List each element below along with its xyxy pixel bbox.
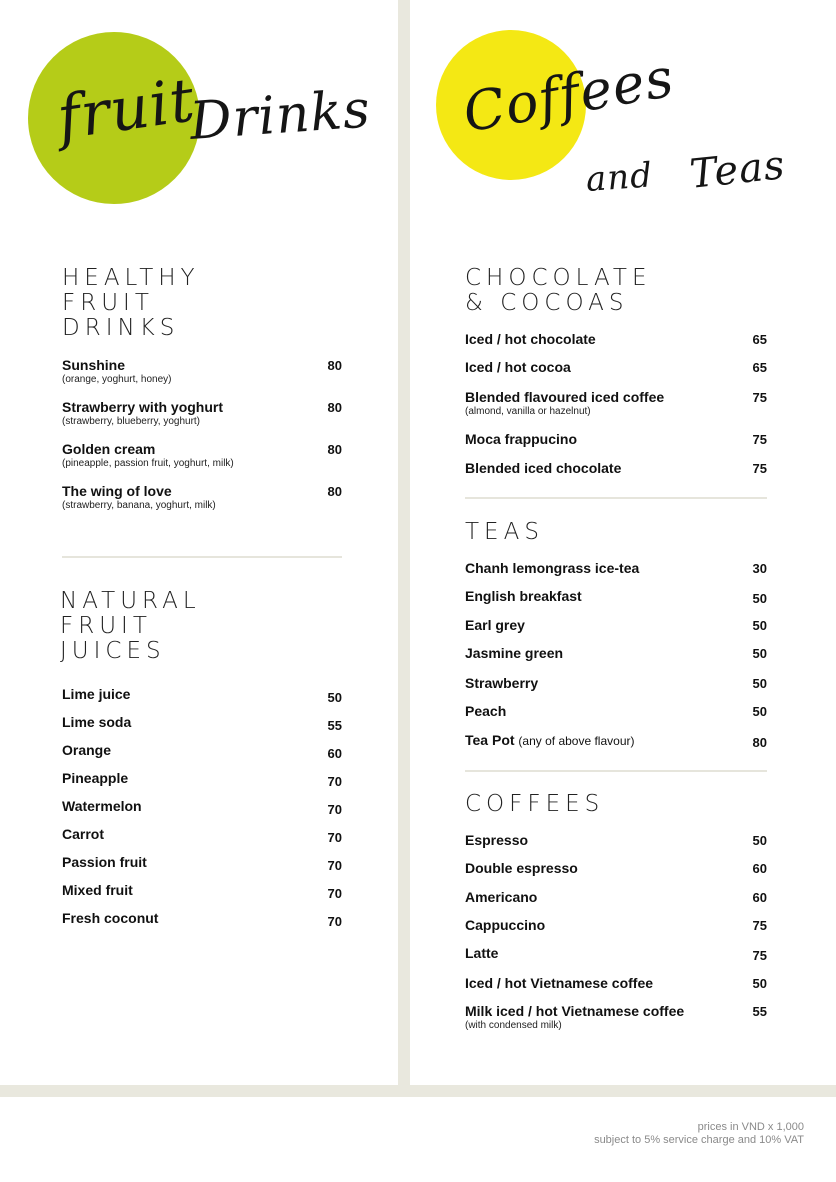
section-divider: [62, 556, 342, 558]
item-price: 80: [327, 400, 342, 415]
menu-item: [465, 389, 767, 418]
section-heading-teas: TEAS: [465, 519, 544, 545]
section-heading-coffees: COFFEES: [465, 791, 605, 817]
item-name: Pineapple: [62, 770, 129, 786]
menu-item: [465, 889, 767, 906]
menu-item: [465, 732, 767, 750]
section-heading-chocolate-cocoas: CHOCOLATE & COCOAS: [465, 265, 652, 316]
item-price: 65: [752, 360, 767, 375]
menu-item: [465, 1003, 767, 1032]
item-name: Cappuccino: [465, 917, 546, 933]
item-name: Jasmine green: [465, 645, 564, 661]
menu-item: [465, 588, 767, 605]
item-name: Earl grey: [465, 617, 525, 633]
item-price: 70: [327, 830, 342, 845]
menu-item: [465, 832, 767, 849]
menu-item: [465, 331, 767, 348]
item-name: Strawberry with yoghurt: [62, 399, 224, 415]
price-note: [594, 1121, 804, 1147]
item-price: 60: [327, 746, 342, 761]
item-price: 30: [752, 561, 767, 576]
item-price: 50: [752, 618, 767, 633]
item-name: Fresh coconut: [62, 910, 159, 926]
menu-item: [62, 798, 342, 815]
menu-item: [465, 645, 767, 662]
menu-item: [465, 917, 767, 934]
menu-item: [465, 945, 767, 962]
item-price: 50: [752, 833, 767, 848]
item-name: English breakfast: [465, 588, 582, 604]
menu-item: [62, 742, 342, 759]
item-name: Lime juice: [62, 686, 131, 702]
item-name: Carrot: [62, 826, 105, 842]
item-price: 75: [752, 948, 767, 963]
item-description: (pineapple, passion fruit, yoghurt, milk): [62, 458, 234, 469]
item-name: Sunshine: [62, 357, 126, 373]
item-name: Passion fruit: [62, 854, 147, 870]
fruit-title-word-1: fruit: [53, 65, 200, 154]
item-name: Latte: [465, 945, 499, 961]
item-price: 70: [327, 802, 342, 817]
item-price: 75: [752, 432, 767, 447]
item-price: 50: [752, 591, 767, 606]
section-heading-healthy-fruit-drinks: HEALTHY FRUIT DRINKS: [62, 265, 200, 341]
column-divider: [398, 0, 410, 1085]
item-name: The wing of love: [62, 483, 172, 499]
section-heading-natural-fruit-juices: NATURAL FRUIT JUICES: [60, 588, 201, 664]
item-name: Double espresso: [465, 860, 578, 876]
item-price: 50: [752, 704, 767, 719]
item-price: 55: [752, 1004, 767, 1019]
menu-item: [465, 431, 767, 448]
item-name: Lime soda: [62, 714, 132, 730]
item-price: 80: [327, 442, 342, 457]
item-price: 70: [327, 774, 342, 789]
item-name: [465, 732, 767, 750]
item-name-text: Tea Pot: [465, 732, 515, 748]
section-divider: [465, 770, 767, 772]
item-description: (with condensed milk): [465, 1020, 562, 1031]
item-name: Peach: [465, 703, 507, 719]
menu-item: [62, 714, 342, 731]
price-note-line-2: subject to 5% service charge and 10% VAT: [594, 1134, 804, 1146]
coffee-title-word-3: Teas: [687, 142, 788, 198]
fruit-title-word-2: Drinks: [187, 79, 373, 152]
item-name: Orange: [62, 742, 112, 758]
menu-item: [465, 617, 767, 634]
menu-item: [62, 882, 342, 899]
item-price: 50: [752, 646, 767, 661]
item-name: Americano: [465, 889, 538, 905]
item-name: Watermelon: [62, 798, 142, 814]
menu-item: [465, 860, 767, 877]
menu-item: [465, 359, 767, 376]
item-price: 55: [327, 718, 342, 733]
coffee-title-word-2: and: [584, 155, 655, 200]
menu-item: [465, 460, 767, 477]
item-price: 80: [752, 735, 767, 750]
item-name: Milk iced / hot Vietnamese coffee: [465, 1003, 685, 1019]
coffee-title-word-1: Coffees: [458, 45, 679, 145]
menu-item: [62, 854, 342, 871]
item-price: 80: [327, 484, 342, 499]
item-price: 50: [752, 676, 767, 691]
item-name: Espresso: [465, 832, 529, 848]
menu-item: [465, 560, 767, 577]
item-price: 50: [752, 976, 767, 991]
section-divider: [465, 497, 767, 499]
item-name: Iced / hot chocolate: [465, 331, 596, 347]
item-price: 80: [327, 358, 342, 373]
menu-item: [62, 483, 342, 512]
menu-item: [465, 975, 767, 992]
menu-item: [62, 910, 342, 927]
menu-item: [62, 399, 342, 428]
item-price: 60: [752, 890, 767, 905]
item-name: Golden cream: [62, 441, 156, 457]
item-name: Blended flavoured iced coffee: [465, 389, 665, 405]
menu-item: [465, 675, 767, 692]
item-description: (strawberry, banana, yoghurt, milk): [62, 500, 216, 511]
footer-divider: [0, 1085, 836, 1097]
menu-item: [62, 357, 342, 386]
item-price: 70: [327, 886, 342, 901]
item-description: (strawberry, blueberry, yoghurt): [62, 416, 201, 427]
item-name: Iced / hot Vietnamese coffee: [465, 975, 654, 991]
item-note: (any of above flavour): [518, 734, 635, 748]
menu-item: [62, 441, 342, 470]
item-name: Chanh lemongrass ice-tea: [465, 560, 640, 576]
menu-item: [62, 686, 342, 703]
menu-item: [465, 703, 767, 720]
item-price: 75: [752, 918, 767, 933]
item-name: Iced / hot cocoa: [465, 359, 571, 375]
item-price: 60: [752, 861, 767, 876]
item-name: Strawberry: [465, 675, 539, 691]
item-description: (orange, yoghurt, honey): [62, 374, 172, 385]
item-price: 65: [752, 332, 767, 347]
item-price: 50: [327, 690, 342, 705]
item-name: Blended iced chocolate: [465, 460, 622, 476]
item-price: 70: [327, 858, 342, 873]
item-name: Moca frappucino: [465, 431, 578, 447]
menu-item: [62, 826, 342, 843]
item-price: 75: [752, 461, 767, 476]
item-name: Mixed fruit: [62, 882, 133, 898]
item-description: (almond, vanilla or hazelnut): [465, 406, 591, 417]
price-note-line-1: prices in VND x 1,000: [697, 1121, 804, 1133]
menu-item: [62, 770, 342, 787]
item-price: 70: [327, 914, 342, 929]
item-price: 75: [752, 390, 767, 405]
